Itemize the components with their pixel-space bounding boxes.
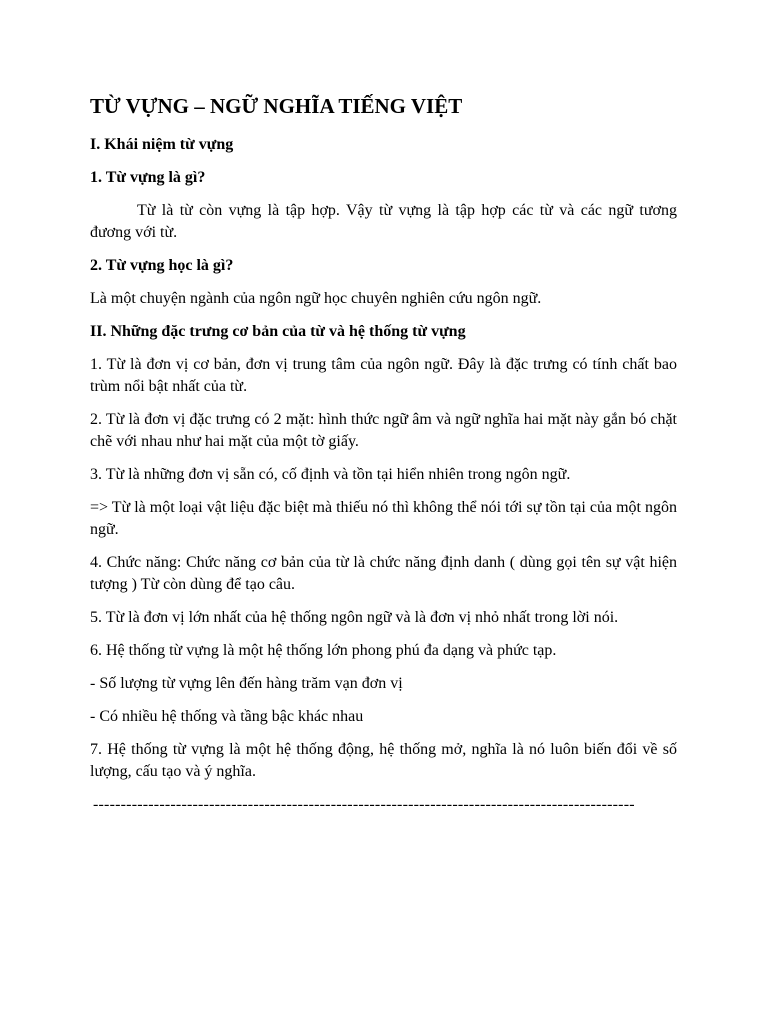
characteristic-paragraph: 6. Hệ thống từ vựng là một hệ thống lớn phong phú đa dạng và phức tạp. [90, 642, 557, 659]
characteristic-paragraph: 5. Từ là đơn vị lớn nhất của hệ thống ngôn ngữ và là đơn vị nhỏ nhất trong lời nói. [90, 609, 619, 626]
dashed-separator: -------------------------------------------------------------------------------------------------- [93, 796, 635, 813]
characteristic-paragraph: 7. Hệ thống từ vựng là một hệ thống động, hệ thống mở, nghĩa là nó luôn biến đổi về số lượng, cấu tạo và ý nghĩa. [90, 741, 677, 780]
conclusion-paragraph: => Từ là một loại vật liệu đặc biệt mà thiếu nó thì không thể nói tới sự tồn tại của một ngôn ngữ. [90, 499, 677, 538]
characteristic-paragraph: 1. Từ là đơn vị cơ bản, đơn vị trung tâm của ngôn ngữ. Đây là đặc trưng có tính chất bao trùm nổi bật nhất của từ. [90, 356, 677, 395]
question-heading-vocabulary: 1. Từ vựng là gì? [90, 169, 206, 186]
document-title: TỪ VỰNG – NGỮ NGHĨA TIẾNG VIỆT [90, 94, 463, 118]
section-heading-concept: I. Khái niệm từ vựng [90, 136, 234, 153]
characteristic-paragraph: 2. Từ là đơn vị đặc trưng có 2 mặt: hình thức ngữ âm và ngữ nghĩa hai mặt này gắn bó chặt chẽ với nhau như hai mặt của một tờ giấy. [90, 411, 677, 450]
vocabulary-definition-paragraph: Từ là từ còn vựng là tập hợp. Vậy từ vựng là tập hợp các từ và các ngữ tương đương với từ. [90, 202, 677, 241]
characteristic-paragraph: 4. Chức năng: Chức năng cơ bản của từ là chức năng định danh ( dùng gọi tên sự vật hiện tượng ) Từ còn dùng để tạo câu. [90, 554, 677, 593]
question-heading-lexicology: 2. Từ vựng học là gì? [90, 257, 234, 274]
section-heading-characteristics: II. Những đặc trưng cơ bản của từ và hệ thống từ vựng [90, 323, 466, 340]
lexicology-definition-paragraph: Là một chuyện ngành của ngôn ngữ học chuyên nghiên cứu ngôn ngữ. [90, 290, 542, 307]
bullet-item: - Số lượng từ vựng lên đến hàng trăm vạn đơn vị [90, 675, 403, 692]
document-page [90, 92, 677, 816]
characteristic-paragraph: 3. Từ là những đơn vị sẵn có, cố định và tồn tại hiển nhiên trong ngôn ngữ. [90, 466, 571, 483]
bullet-item: - Có nhiều hệ thống và tầng bậc khác nhau [90, 708, 364, 725]
